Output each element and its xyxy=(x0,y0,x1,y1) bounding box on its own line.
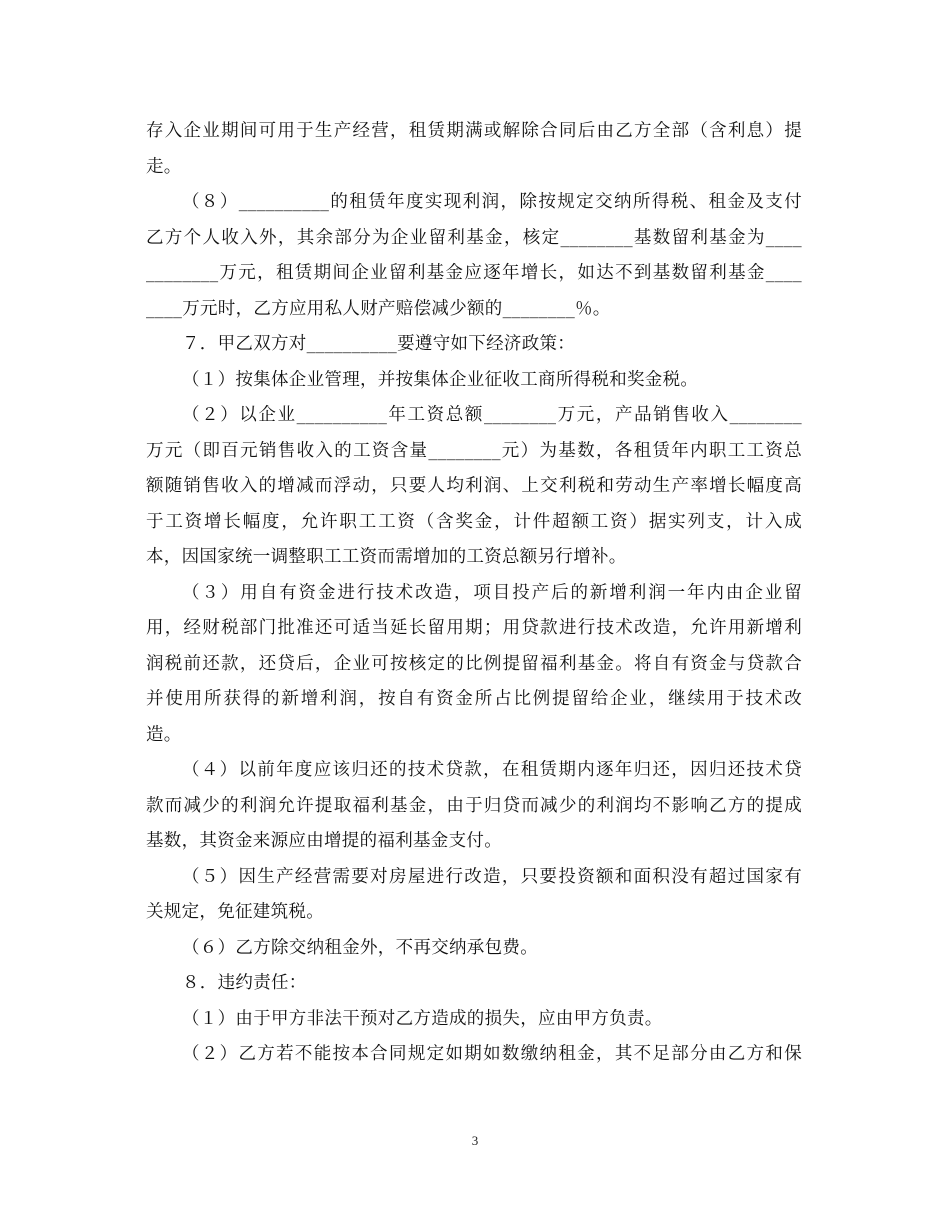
text-line: ____万元时，乙方应用私人财产赔偿减少额的________％。 xyxy=(146,298,611,319)
text-line: ________万元，租赁期间企业留利基金应逐年增长，如达不到基数留利基金____ xyxy=(146,263,802,283)
text-line: （１）由于甲方非法干预对乙方造成的损失，应由甲方负责。 xyxy=(182,1008,663,1029)
section-heading: ７．甲乙双方对__________要遵守如下经济政策： xyxy=(182,334,576,354)
text-line: （８）__________的租赁年度实现利润，除按规定交纳所得税、租金及支付 xyxy=(182,192,802,212)
text-line: 万元（即百元销售收入的工资含量________元）为基数，各租赁年内职工工资总 xyxy=(146,440,802,461)
document-body xyxy=(146,114,802,1073)
section-heading: ８．违约责任： xyxy=(182,973,307,993)
text-line: 额随销售收入的增减而浮动，只要人均利润、上交利税和劳动生产率增长幅度高 xyxy=(146,476,802,496)
text-line: （５）因生产经营需要对房屋进行改造，只要投资额和面积没有超过国家有 xyxy=(182,866,802,887)
text-line: 乙方个人收入外，其余部分为企业留利基金，核定________基数留利基金为____ xyxy=(146,227,802,248)
text-line: （３）用自有资金进行技术改造，项目投产后的新增利润一年内由企业留 xyxy=(182,582,802,603)
text-line: （２）乙方若不能按本合同规定如期如数缴纳租金，其不足部分由乙方和保 xyxy=(182,1044,802,1064)
text-line: 用，经财税部门批准还可适当延长留用期；用贷款进行技术改造，允许用新增利 xyxy=(146,618,802,638)
text-line: 走。 xyxy=(146,156,182,177)
text-line: （６）乙方除交纳租金外，不再交纳承包费。 xyxy=(182,937,538,958)
text-line: （４）以前年度应该归还的技术贷款，在租赁期内逐年归还，因归还技术贷 xyxy=(182,760,802,780)
text-line: 款而减少的利润允许提取福利基金，由于归贷而减少的利润均不影响乙方的提成 xyxy=(146,795,802,816)
text-line: 并使用所获得的新增利润，按自有资金所占比例提留给企业，继续用于技术改 xyxy=(146,689,802,709)
text-line: 造。 xyxy=(146,724,182,745)
text-line: 关规定，免征建筑税。 xyxy=(146,902,324,922)
text-line: （１）按集体企业管理，并按集体企业征收工商所得税和奖金税。 xyxy=(182,369,699,390)
text-line: 于工资增长幅度，允许职工工资（含奖金，计件超额工资）据实列支，计入成 xyxy=(146,511,802,532)
page-number: 3 xyxy=(471,1133,479,1148)
text-line: （２）以企业__________年工资总额________万元，产品销售收入________ xyxy=(182,405,802,425)
text-line: 本，因国家统一调整职工工资而需增加的工资总额另行增补。 xyxy=(146,547,627,567)
text-line: 润税前还款，还贷后，企业可按核定的比例提留福利基金。将自有资金与贷款合 xyxy=(146,653,802,674)
text-line: 存入企业期间可用于生产经营，租赁期满或解除合同后由乙方全部（含利息）提 xyxy=(146,121,802,141)
text-line: 基数，其资金来源应由增提的福利基金支付。 xyxy=(146,831,502,851)
